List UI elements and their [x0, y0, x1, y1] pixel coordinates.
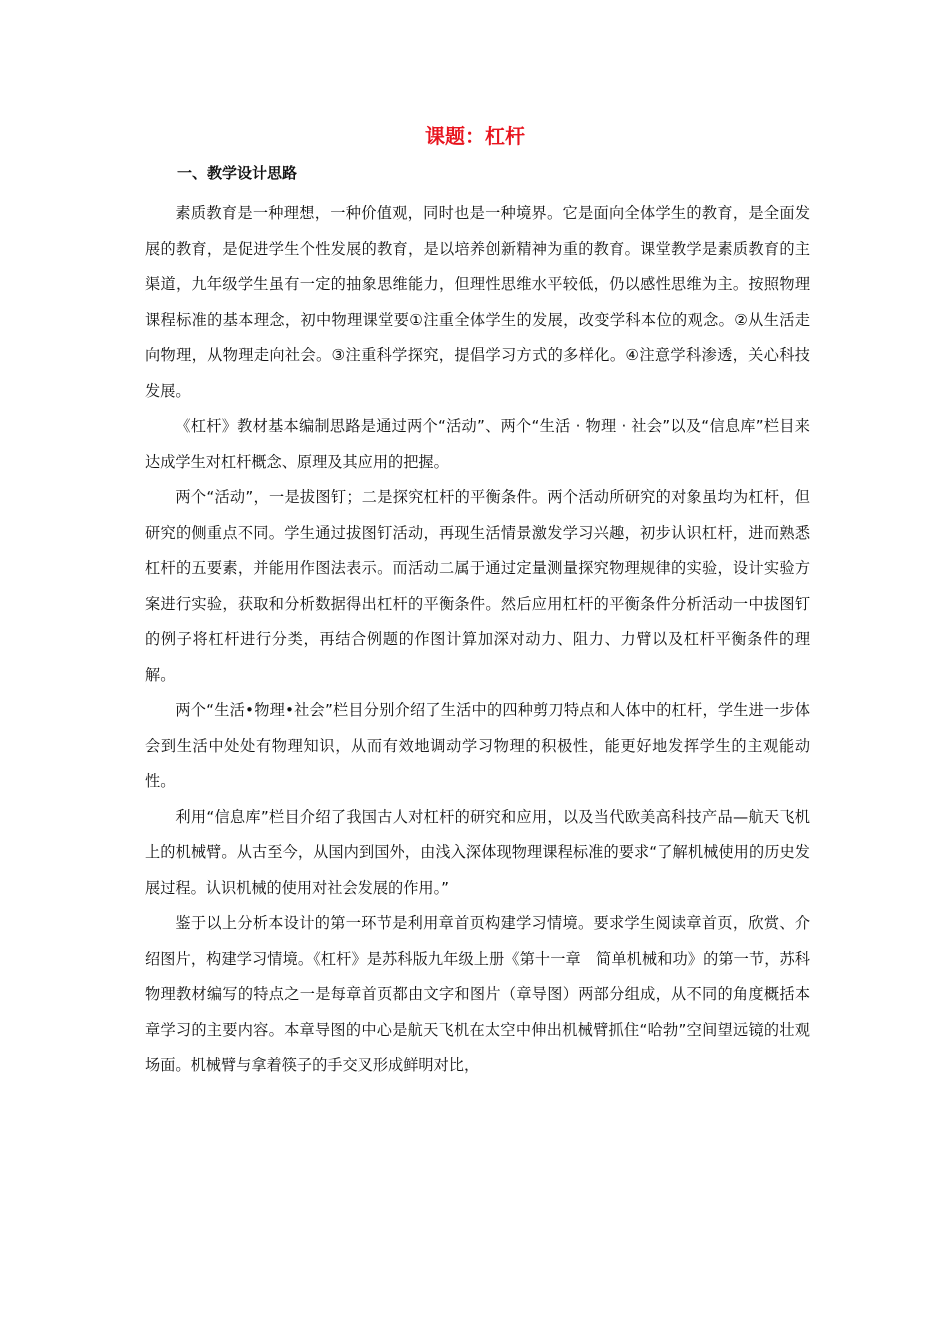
paragraph-two-activities: 两个“活动”，一是拔图钉；二是探究杠杆的平衡条件。两个活动所研究的对象虽均为杠杆，但研究的侧重点不同。学生通过拔图钉活动，再现生活情景激发学习兴趣，初步认识杠杆，进而熟悉杠杆的五要素，并能用作图法表示。而活动二属于通过定量测量探究物理规律的实验，设计实验方案进行实验，获取和分析数据得出杠杆的平衡条件。然后应用杠杆的平衡条件分析活动一中拔图钉的例子将杠杆进行分类，再结合例题的作图计算加深对动力、阻力、力臂以及杠杆平衡条件的理解。 [145, 488, 810, 684]
document-body [145, 196, 810, 1084]
paragraph-info-library: 利用“信息库”栏目介绍了我国古人对杠杆的研究和应用，以及当代欧美高科技产品—航天飞机上的机械臂。从古至今，从国内到国外，由浅入深体现物理课程标准的要求“了解机械使用的历史发展过程。认识机械的使用对社会发展的作用。” [145, 807, 810, 897]
section-heading: 一、教学设计思路 [177, 164, 298, 182]
paragraph-first-stage: 鉴于以上分析本设计的第一环节是利用章首页构建学习情境。要求学生阅读章首页，欣赏、介绍图片，构建学习情境。《杠杆》是苏科版九年级上册《第十一章 简单机械和功》的第一节，苏科物理教材编写的特点之一是每章首页都由文字和图片（章导图）两部分组成，从不同的角度概括本章学习的主要内容。本章导图的中心是航天飞机在太空中伸出机械臂抓住“哈勃”空间望远镜的壮观场面。机械臂与拿着筷子的手交叉形成鲜明对比， [145, 914, 810, 1074]
paragraph-textbook-design: 《杠杆》教材基本编制思路是通过两个“活动”、两个“生活 · 物理 · 社会”以及“信息库”栏目来达成学生对杠杆概念、原理及其应用的把握。 [145, 417, 810, 471]
paragraph-quality-education: 素质教育是一种理想，一种价值观，同时也是一种境界。它是面向全体学生的教育，是全面发展的教育，是促进学生个性发展的教育，是以培养创新精神为重的教育。课堂教学是素质教育的主渠道，九年级学生虽有一定的抽象思维能力，但理性思维水平较低，仍以感性思维为主。按照物理课程标准的基本理念，初中物理课堂要①注重全体学生的发展，改变学科本位的观念。②从生活走向物理，从物理走向社会。③注重科学探究，提倡学习方式的多样化。④注意学科渗透，关心科技发展。 [145, 204, 810, 400]
paragraph-life-physics-society: 两个“生活•物理•社会”栏目分别介绍了生活中的四种剪刀特点和人体中的杠杆，学生进一步体会到生活中处处有物理知识，从而有效地调动学习物理的积极性，能更好地发挥学生的主观能动性。 [145, 701, 810, 790]
document-title: 课题：杠杆 [425, 124, 525, 148]
